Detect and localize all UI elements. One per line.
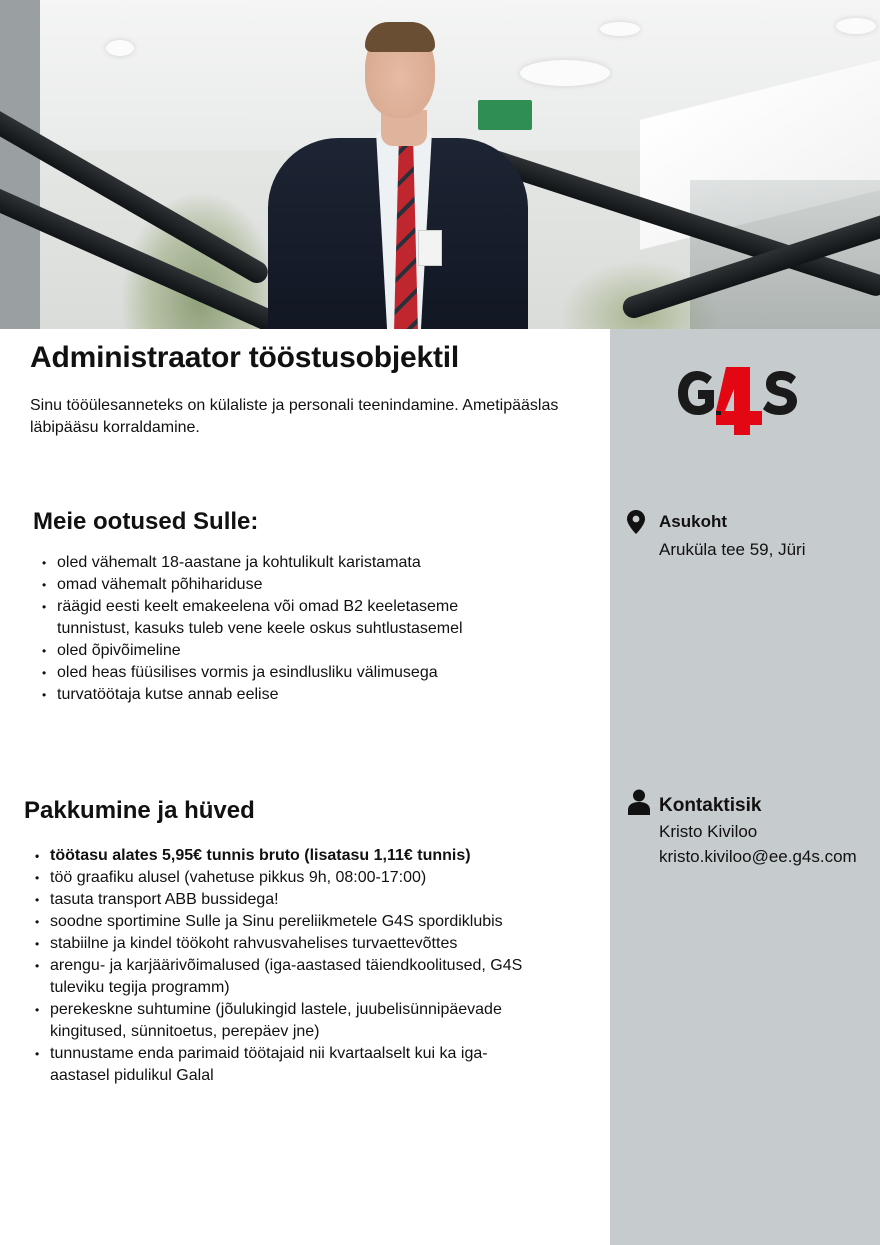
offer-item: • perekeskne suhtumine (jõulukingid lastele, juubelisünnipäevade kingitused, sünnitoetus, perepäev jne) (24, 999, 544, 1043)
contact-email[interactable]: kristo.kiviloo@ee.g4s.com (659, 847, 857, 866)
photo-ceiling-light (836, 18, 876, 34)
expectation-item: • turvatöötaja kutse annab eelise (31, 684, 501, 706)
offer-item: • tasuta transport ABB bussidega! (24, 889, 544, 911)
info-sidebar (610, 329, 880, 1245)
location-value: Aruküla tee 59, Jüri (659, 540, 806, 559)
offer-item: • töö graafiku alusel (vahetuse pikkus 9h, 08:00-17:00) (24, 867, 544, 889)
offer-item: • arengu- ja karjäärivõimalused (iga-aastased täiendkoolitused, G4S tuleviku tegija programm) (24, 955, 544, 999)
hero-photo (0, 0, 880, 329)
offer-item: • tunnustame enda parimaid töötajaid nii kvartaalselt kui ka iga-aastasel pidulikul Galal (24, 1043, 544, 1087)
photo-ceiling-light (520, 60, 610, 86)
photo-person-badge (418, 230, 442, 266)
offer-item: • stabiilne ja kindel töökoht rahvusvahelises turvaettevõttes (24, 933, 544, 955)
g4s-logo (676, 363, 800, 437)
photo-ceiling-light (106, 40, 134, 56)
expectation-item: • omad vähemalt põhihariduse (31, 574, 501, 596)
job-title: Administraator tööstusobjektil (30, 341, 460, 374)
contact-name: Kristo Kiviloo (659, 822, 758, 841)
expectations-list (31, 552, 501, 706)
photo-ceiling-light (600, 22, 640, 36)
offer-list (24, 845, 544, 1087)
person-icon (628, 789, 650, 815)
job-intro: Sinu tööülesanneteks on külaliste ja personali teenindamine. Ametipääslas läbipääsu korraldamine. (30, 397, 559, 436)
photo-pillar (0, 0, 40, 329)
expectations-heading: Meie ootused Sulle: (33, 508, 259, 535)
offer-heading: Pakkumine ja hüved (24, 797, 255, 824)
expectation-item: • räägid eesti keelt emakeelena või omad B2 keeletaseme tunnistust, kasuks tuleb vene keele oskus suhtlustasemel (31, 596, 501, 640)
contact-label: Kontaktisik (659, 795, 762, 816)
offer-item: • soodne sportimine Sulle ja Sinu pereliikmetele G4S spordiklubis (24, 911, 544, 933)
expectation-item: • oled vähemalt 18-aastane ja kohtulikult karistamata (31, 552, 501, 574)
photo-person-hair (365, 22, 435, 52)
expectation-item: • oled heas füüsilises vormis ja esindlusliku välimusega (31, 662, 501, 684)
expectation-item: • oled õpivõimeline (31, 640, 501, 662)
location-label: Asukoht (659, 512, 727, 531)
photo-person (268, 20, 528, 329)
offer-item-salary: • töötasu alates 5,95€ tunnis bruto (lisatasu 1,11€ tunnis) (24, 845, 544, 867)
map-pin-icon (627, 510, 645, 534)
